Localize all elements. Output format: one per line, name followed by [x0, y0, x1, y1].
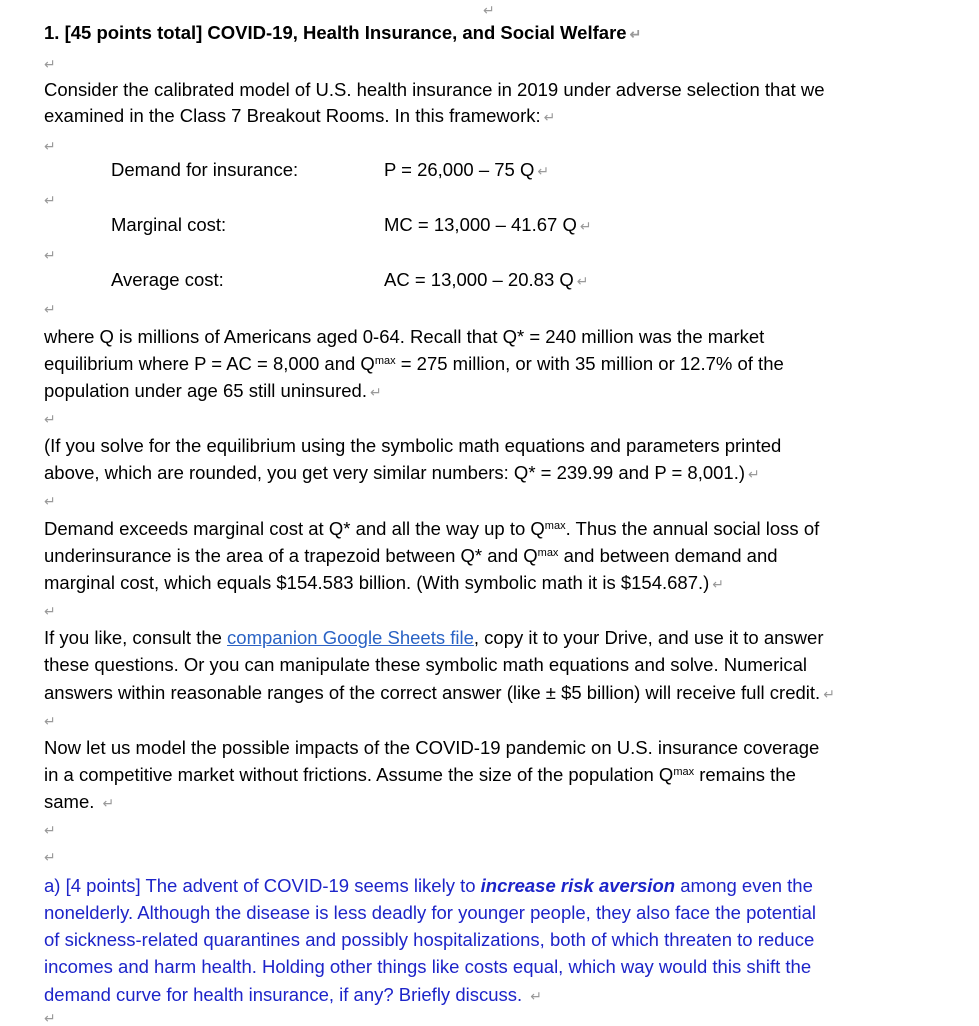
return-mark: ↵	[543, 109, 556, 125]
return-mark: ↵	[44, 822, 56, 838]
text: and between demand and	[558, 545, 778, 566]
demand-line-3	[44, 569, 724, 598]
marginal-cost-label: Marginal cost:	[111, 214, 227, 235]
google-sheets-link[interactable]: companion Google Sheets file	[227, 627, 474, 648]
superscript: max	[544, 520, 566, 532]
consult-line-3	[44, 679, 835, 708]
question-title	[44, 19, 641, 48]
return-mark: ↵	[44, 138, 56, 154]
text: = 275 million, or with 35 million or 12.7% of the	[395, 353, 784, 374]
return-mark: ↵	[712, 576, 725, 592]
formula-text: MC = 13,000 – 41.67 Q	[384, 214, 577, 235]
symbolic-line-2	[44, 459, 760, 488]
marginal-cost-equation	[384, 211, 592, 240]
return-mark: ↵	[44, 56, 56, 72]
superscript: max	[673, 766, 695, 778]
intro-text: examined in the Class 7 Breakout Rooms. In this framework:	[44, 105, 541, 126]
text: demand curve for health insurance, if any? Briefly discuss.	[44, 984, 528, 1005]
superscript: max	[537, 547, 559, 559]
return-mark: ↵	[369, 384, 382, 400]
title-text: 1. [45 points total] COVID-19, Health Insurance, and Social Welfare	[44, 22, 627, 43]
return-mark: ↵	[537, 163, 550, 179]
return-mark: ↵	[44, 713, 56, 729]
consult-line-1	[44, 624, 823, 651]
emphasis: increase risk aversion	[480, 875, 676, 896]
return-mark: ↵	[102, 795, 115, 811]
return-mark: ↵	[44, 192, 56, 208]
return-mark: ↵	[823, 686, 835, 702]
average-cost-equation	[384, 266, 589, 295]
return-mark: ↵	[44, 849, 56, 865]
return-mark: ↵	[44, 493, 56, 509]
return-mark: ↵	[576, 273, 589, 289]
model-line-2	[44, 761, 796, 788]
superscript: max	[374, 355, 396, 367]
demand-equation-label: Demand for insurance:	[111, 159, 299, 180]
demand-line-1	[44, 515, 819, 542]
text: underinsurance is the area of a trapezoid between Q* and Q	[44, 545, 538, 566]
question-a-line-5	[44, 981, 542, 1010]
text: population under age 65 still uninsured.	[44, 380, 367, 401]
return-mark: ↵	[44, 1010, 56, 1026]
return-mark: ↵	[748, 466, 760, 482]
text: Demand exceeds marginal cost at Q* and all the way up to Q	[44, 518, 545, 539]
question-a-line-2: nonelderly. Although the disease is less deadly for younger people, they also face the potential	[44, 902, 817, 923]
intro-line-2	[44, 102, 555, 131]
demand-equation	[384, 156, 549, 185]
symbolic-line-1: (If you solve for the equilibrium using the symbolic math equations and parameters printed	[44, 435, 782, 456]
text: marginal cost, which equals $154.583 billion. (With symbolic math it is $154.687.)	[44, 572, 710, 593]
text: above, which are rounded, you get very similar numbers: Q* = 239.99 and P = 8,001.)	[44, 462, 746, 483]
question-a-line-1	[44, 872, 813, 899]
return-mark: ↵	[44, 247, 56, 263]
question-a-line-3: of sickness-related quarantines and possibly hospitalizations, both of which threaten to reduce	[44, 929, 815, 950]
text: among even the	[675, 875, 813, 896]
where-line-3	[44, 377, 382, 406]
return-mark: ↵	[629, 26, 642, 42]
return-mark-top: ↵	[483, 2, 495, 18]
formula-text: P = 26,000 – 75 Q	[384, 159, 535, 180]
return-mark: ↵	[44, 603, 56, 619]
intro-line-1: Consider the calibrated model of U.S. health insurance in 2019 under adverse selection that we	[44, 79, 825, 100]
text: . Thus the annual social loss of	[565, 518, 820, 539]
return-mark: ↵	[579, 218, 592, 234]
return-mark: ↵	[44, 301, 56, 317]
where-line-2	[44, 350, 784, 377]
text: same.	[44, 791, 100, 812]
consult-line-2: these questions. Or you can manipulate these symbolic math equations and solve. Numerical	[44, 654, 808, 675]
model-line-3	[44, 788, 114, 817]
return-mark: ↵	[44, 411, 56, 427]
where-line-1: where Q is millions of Americans aged 0-64. Recall that Q* = 240 million was the market	[44, 326, 765, 347]
question-a-line-4: incomes and harm health. Holding other things like costs equal, which way would this shift the	[44, 956, 812, 977]
formula-text: AC = 13,000 – 20.83 Q	[384, 269, 574, 290]
text: in a competitive market without frictions. Assume the size of the population Q	[44, 764, 674, 785]
demand-line-2	[44, 542, 778, 569]
return-mark: ↵	[530, 988, 543, 1004]
model-line-1: Now let us model the possible impacts of the COVID-19 pandemic on U.S. insurance coverage	[44, 737, 820, 758]
text: a) [4 points] The advent of COVID-19 seems likely to	[44, 875, 481, 896]
text: , copy it to your Drive, and use it to answer	[473, 627, 824, 648]
text: If you like, consult the	[44, 627, 228, 648]
average-cost-label: Average cost:	[111, 269, 224, 290]
text: answers within reasonable ranges of the correct answer (like ± $5 billion) will receive full credit.	[44, 682, 821, 703]
text: equilibrium where P = AC = 8,000 and Q	[44, 353, 375, 374]
text: remains the	[694, 764, 796, 785]
